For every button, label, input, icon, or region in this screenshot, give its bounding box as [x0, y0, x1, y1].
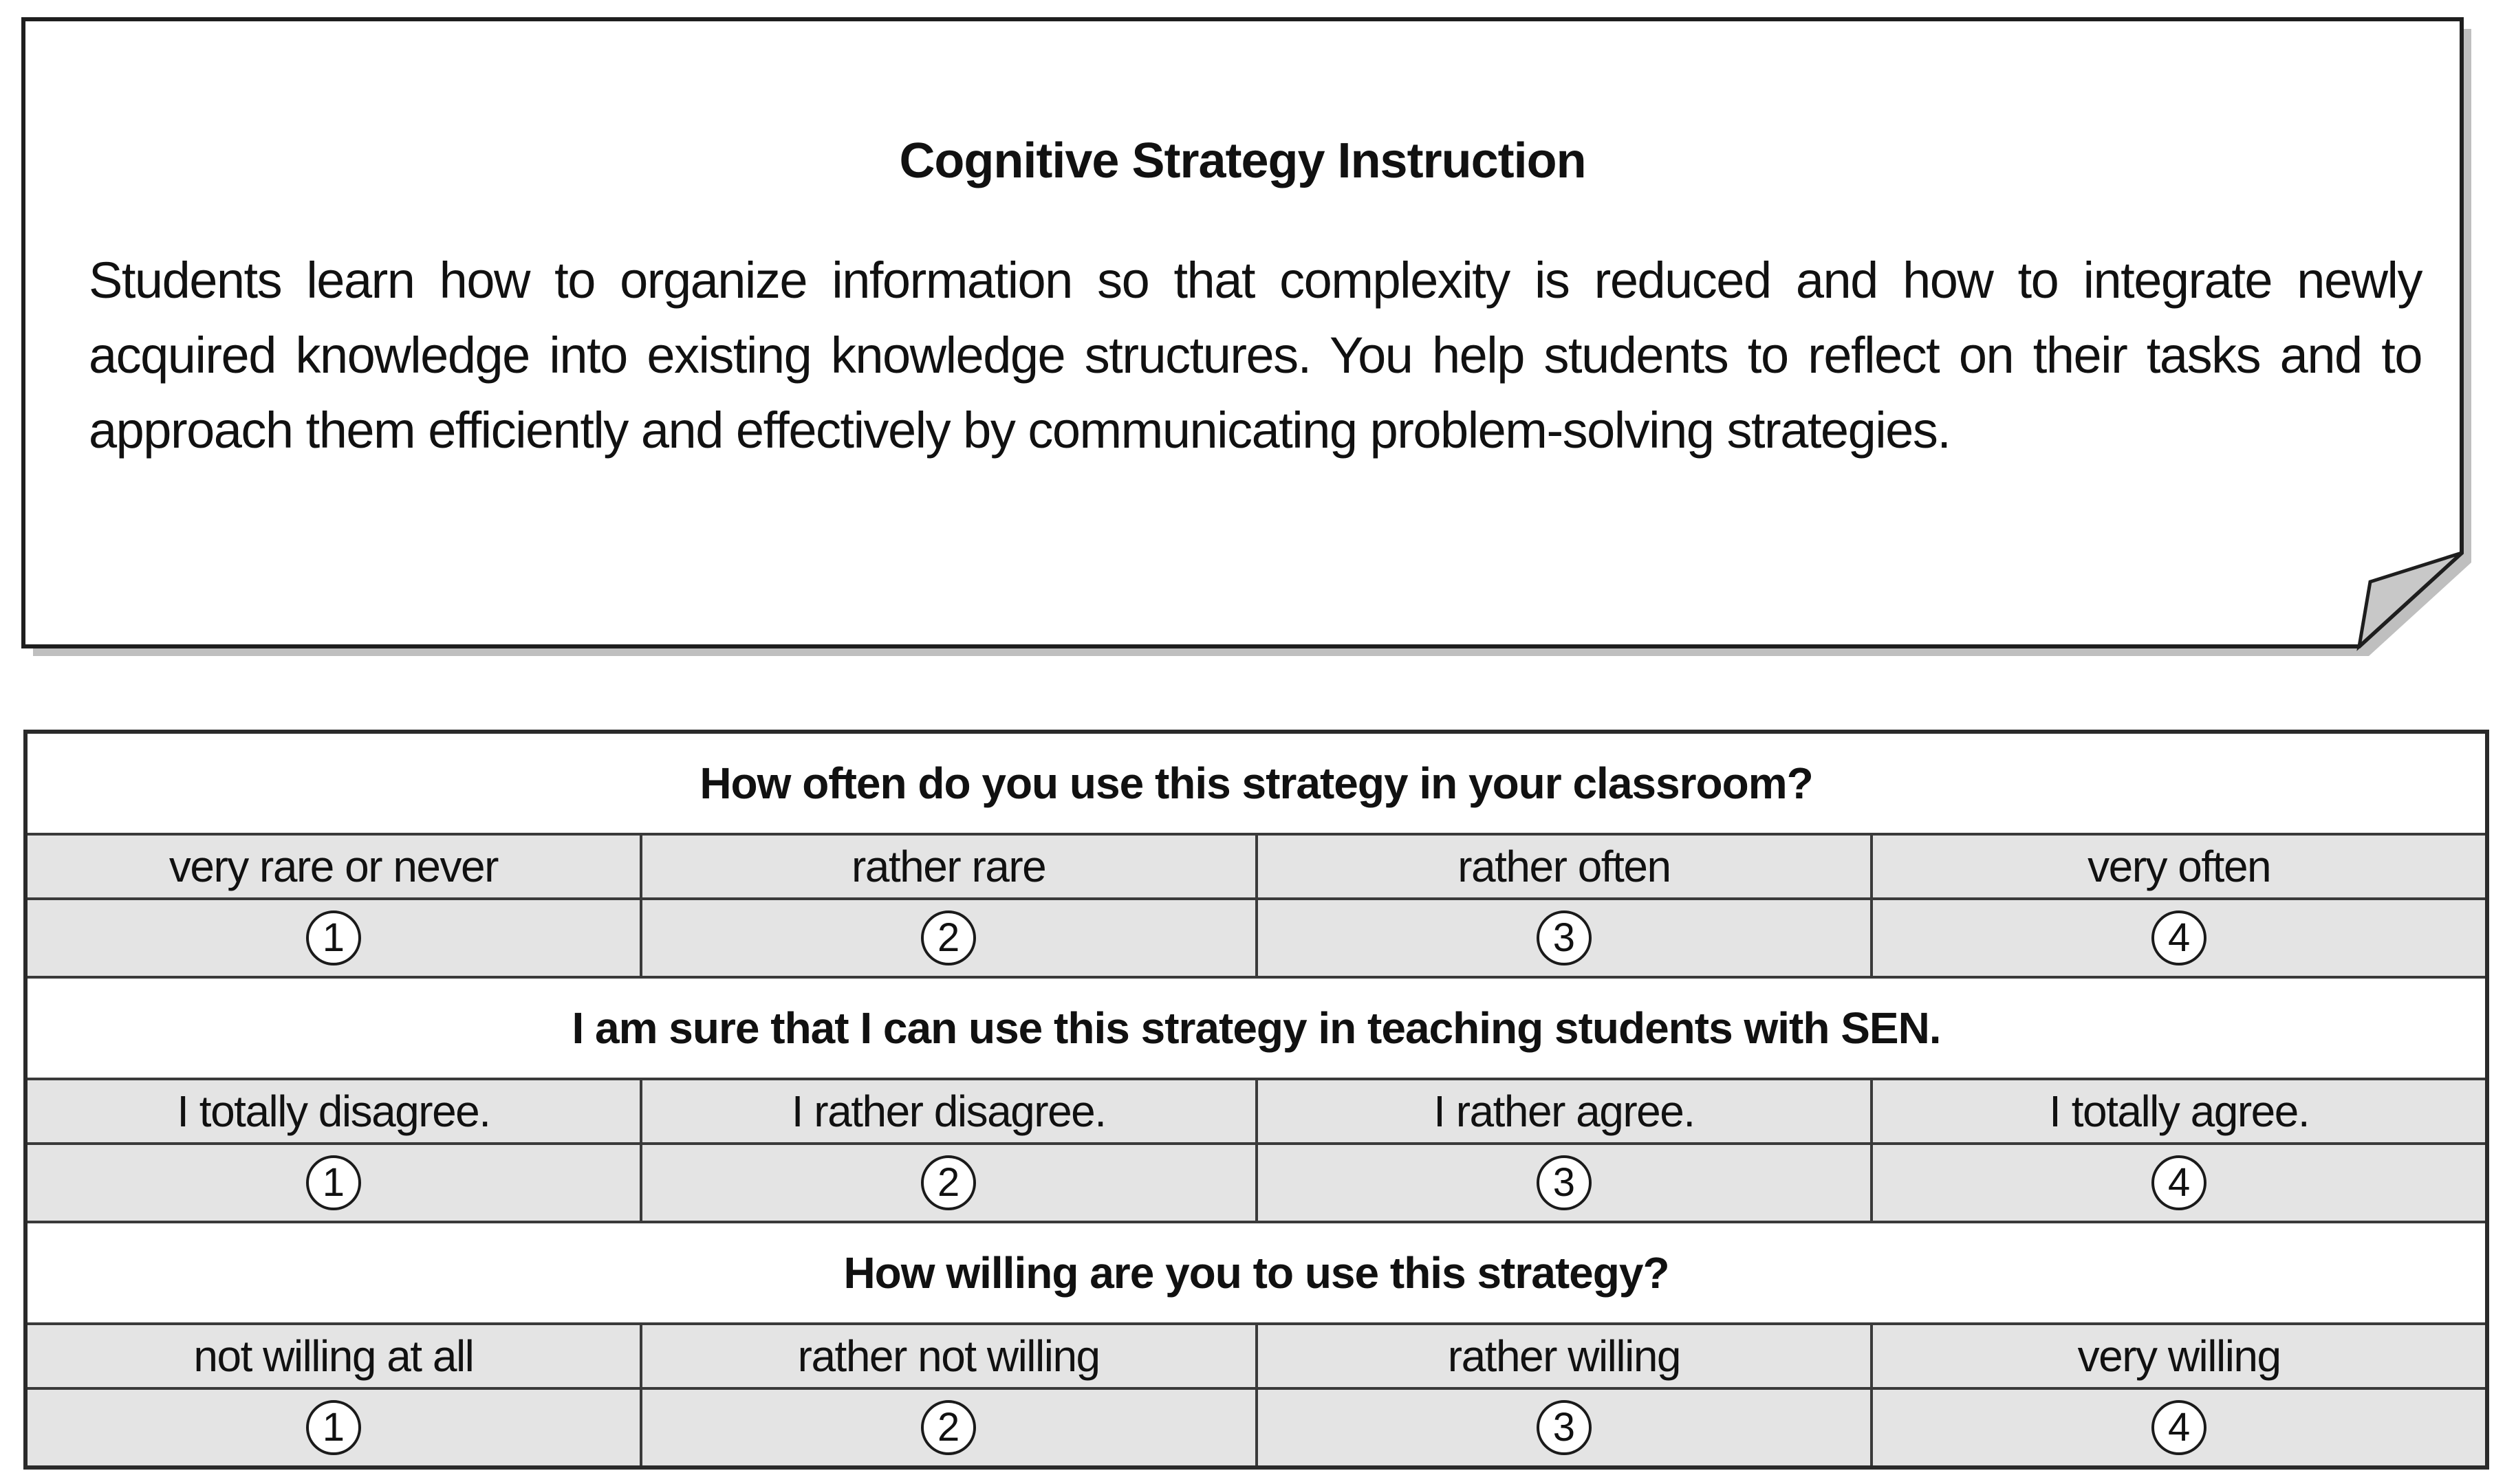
option-cell — [641, 1388, 1257, 1467]
option-cell — [25, 1388, 641, 1467]
radio-option-2[interactable]: 2 — [921, 1400, 976, 1455]
option-label: not willing at all — [25, 1324, 641, 1388]
strategy-card — [23, 19, 2462, 646]
rating-table — [23, 730, 2489, 1470]
radio-option-3[interactable]: 3 — [1537, 1155, 1592, 1210]
option-cell — [1257, 899, 1872, 977]
question-row — [25, 732, 2487, 834]
option-cell — [641, 1144, 1257, 1222]
radio-option-4[interactable]: 4 — [2151, 910, 2206, 965]
radio-option-3[interactable]: 3 — [1537, 910, 1592, 965]
option-cell — [1872, 1388, 2487, 1467]
option-number-row — [25, 1144, 2487, 1222]
option-label: I totally disagree. — [25, 1079, 641, 1144]
option-label-row — [25, 834, 2487, 899]
question-text: How often do you use this strategy in your classroom? — [25, 732, 2487, 834]
option-cell — [1257, 1388, 1872, 1467]
radio-option-2[interactable]: 2 — [921, 1155, 976, 1210]
option-number-row — [25, 1388, 2487, 1467]
option-label: very rare or never — [25, 834, 641, 899]
option-cell — [1257, 1144, 1872, 1222]
radio-option-2[interactable]: 2 — [921, 910, 976, 965]
option-label: I rather agree. — [1257, 1079, 1872, 1144]
option-label-row — [25, 1324, 2487, 1388]
option-cell — [641, 899, 1257, 977]
question-row — [25, 1222, 2487, 1324]
radio-option-1[interactable]: 1 — [306, 910, 361, 965]
radio-option-3[interactable]: 3 — [1537, 1400, 1592, 1455]
option-label: rather often — [1257, 834, 1872, 899]
question-text: How willing are you to use this strategy? — [25, 1222, 2487, 1324]
option-label-row — [25, 1079, 2487, 1144]
option-cell — [1872, 1144, 2487, 1222]
question-row — [25, 977, 2487, 1079]
option-label: rather willing — [1257, 1324, 1872, 1388]
radio-option-1[interactable]: 1 — [306, 1400, 361, 1455]
radio-option-4[interactable]: 4 — [2151, 1155, 2206, 1210]
option-cell — [25, 1144, 641, 1222]
option-label: I rather disagree. — [641, 1079, 1257, 1144]
option-label: very willing — [1872, 1324, 2487, 1388]
option-label: rather not willing — [641, 1324, 1257, 1388]
option-number-row — [25, 899, 2487, 977]
option-cell — [1872, 899, 2487, 977]
card-title: Cognitive Strategy Instruction — [899, 133, 1586, 188]
option-cell — [25, 899, 641, 977]
card-description: Students learn how to organize information so that complexity is reduced and how to integrate newly acquired knowledge into existing knowledge structures. You help students to reflect on their tasks and to approach them efficiently and effectively by communicating problem-solving strategies. — [89, 252, 2422, 459]
radio-option-1[interactable]: 1 — [306, 1155, 361, 1210]
question-text: I am sure that I can use this strategy in teaching students with SEN. — [25, 977, 2487, 1079]
radio-option-4[interactable]: 4 — [2151, 1400, 2206, 1455]
option-label: rather rare — [641, 834, 1257, 899]
option-label: very often — [1872, 834, 2487, 899]
option-label: I totally agree. — [1872, 1079, 2487, 1144]
